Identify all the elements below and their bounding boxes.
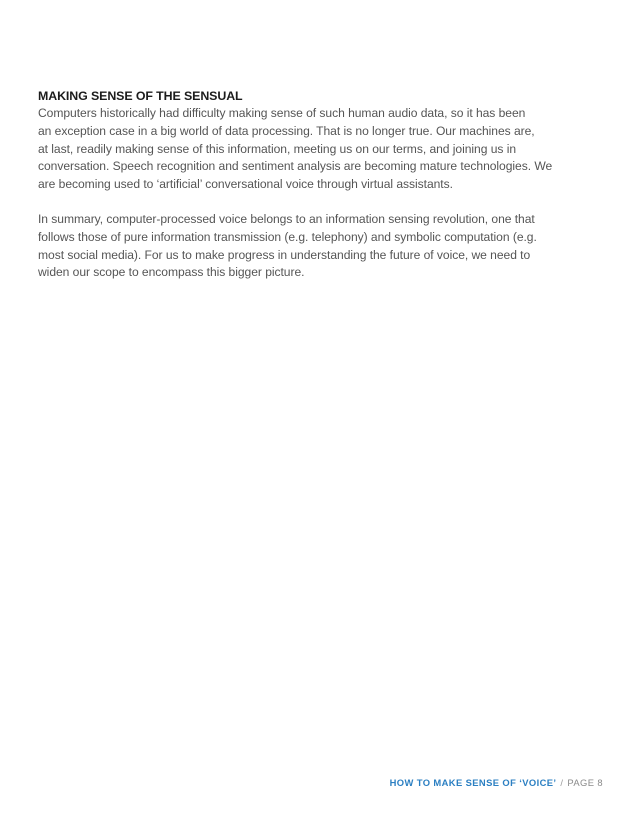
paragraph-line: In summary, computer-processed voice belongs to an information sensing revolution, one that: [38, 211, 535, 226]
paragraph-1: [38, 105, 604, 194]
paragraph-line: an exception case in a big world of data processing. That is no longer true. Our machines are,: [38, 123, 535, 138]
section-heading: MAKING SENSE OF THE SENSUAL: [38, 89, 243, 103]
main-content: [38, 88, 604, 282]
paragraph-line: Computers historically had difficulty making sense of such human audio data, so it has been: [38, 106, 526, 120]
page-footer: [390, 777, 603, 788]
page-number: PAGE 8: [567, 777, 603, 788]
footer-document-title: HOW TO MAKE SENSE OF ‘VOICE’: [389, 777, 557, 788]
paragraph-line: follows those of pure information transmission (e.g. telephony) and symbolic computation (e.g.: [38, 229, 537, 244]
footer-separator: /: [560, 777, 564, 788]
paragraph-line: at last, readily making sense of this information, meeting us on our terms, and joining us in: [38, 141, 517, 156]
paragraph-line: conversation. Speech recognition and sentiment analysis are becoming mature technologies. We: [38, 159, 553, 174]
paragraph-line: widen our scope to encompass this bigger picture.: [38, 265, 305, 280]
paragraph-line: most social media). For us to make progress in understanding the future of voice, we need to: [38, 247, 531, 262]
paragraph-line: are becoming used to ‘artificial’ conversational voice through virtual assistants.: [38, 177, 453, 192]
paragraph-2: [38, 211, 604, 282]
